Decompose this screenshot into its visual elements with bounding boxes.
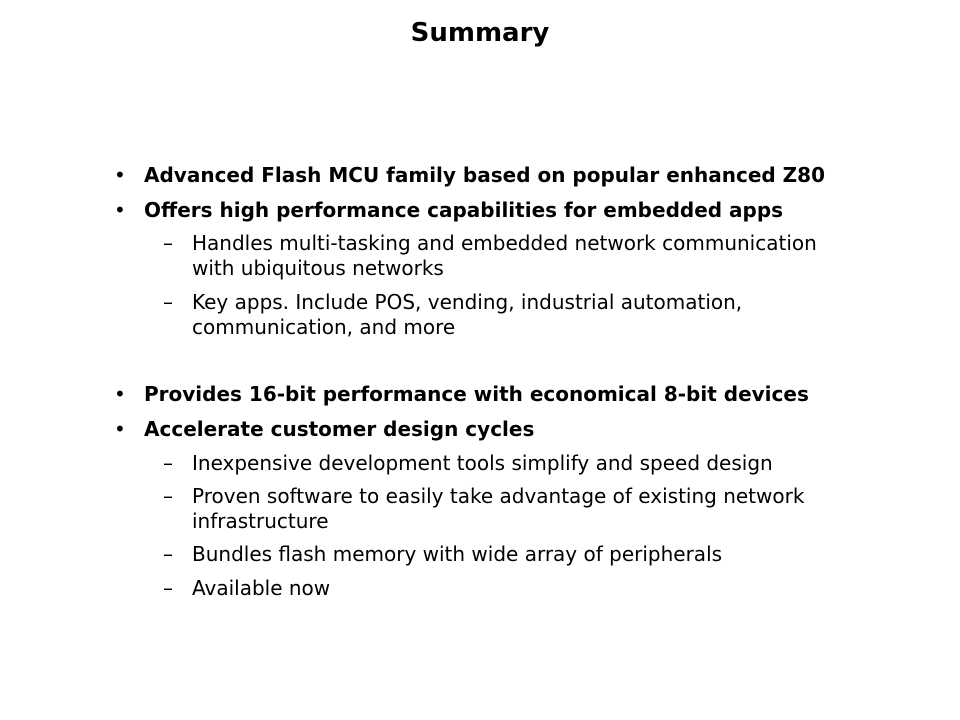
sub-bullet-line: Key apps. Include POS, vending, industrial automation, bbox=[192, 290, 743, 314]
bullet-text: Advanced Flash MCU family based on popular enhanced Z80 bbox=[144, 163, 826, 187]
sub-bullet-line: Inexpensive development tools simplify and speed design bbox=[192, 451, 773, 475]
sub-bullet-text bbox=[192, 231, 882, 281]
sub-bullet-text bbox=[192, 542, 882, 567]
bullet-text: Accelerate customer design cycles bbox=[144, 417, 535, 441]
bullet-marker: • bbox=[114, 382, 126, 406]
sub-bullet-text bbox=[192, 451, 882, 476]
sub-bullet-text bbox=[192, 484, 882, 534]
dash-marker: – bbox=[163, 451, 173, 475]
bullet-text: Provides 16-bit performance with economical 8-bit devices bbox=[144, 382, 809, 406]
bullet-marker: • bbox=[114, 417, 126, 441]
sub-bullet-text bbox=[192, 576, 882, 601]
dash-marker: – bbox=[163, 290, 173, 314]
dash-marker: – bbox=[163, 576, 173, 600]
sub-bullet-line: with ubiquitous networks bbox=[192, 256, 444, 280]
sub-bullet-line: Available now bbox=[192, 576, 331, 600]
sub-bullet-line: Proven software to easily take advantage of existing network bbox=[192, 484, 805, 508]
dash-marker: – bbox=[163, 484, 173, 508]
sub-bullet-text bbox=[192, 290, 882, 340]
bullet-text: Offers high performance capabilities for embedded apps bbox=[144, 198, 784, 222]
dash-marker: – bbox=[163, 542, 173, 566]
dash-marker: – bbox=[163, 231, 173, 255]
bullet-marker: • bbox=[114, 163, 126, 187]
sub-bullet-line: Bundles flash memory with wide array of peripherals bbox=[192, 542, 723, 566]
slide-title: Summary bbox=[410, 18, 550, 48]
sub-bullet-line: Handles multi-tasking and embedded network communication bbox=[192, 231, 817, 255]
bullet-marker: • bbox=[114, 198, 126, 222]
sub-bullet-line: communication, and more bbox=[192, 315, 456, 339]
sub-bullet-line: infrastructure bbox=[192, 509, 329, 533]
